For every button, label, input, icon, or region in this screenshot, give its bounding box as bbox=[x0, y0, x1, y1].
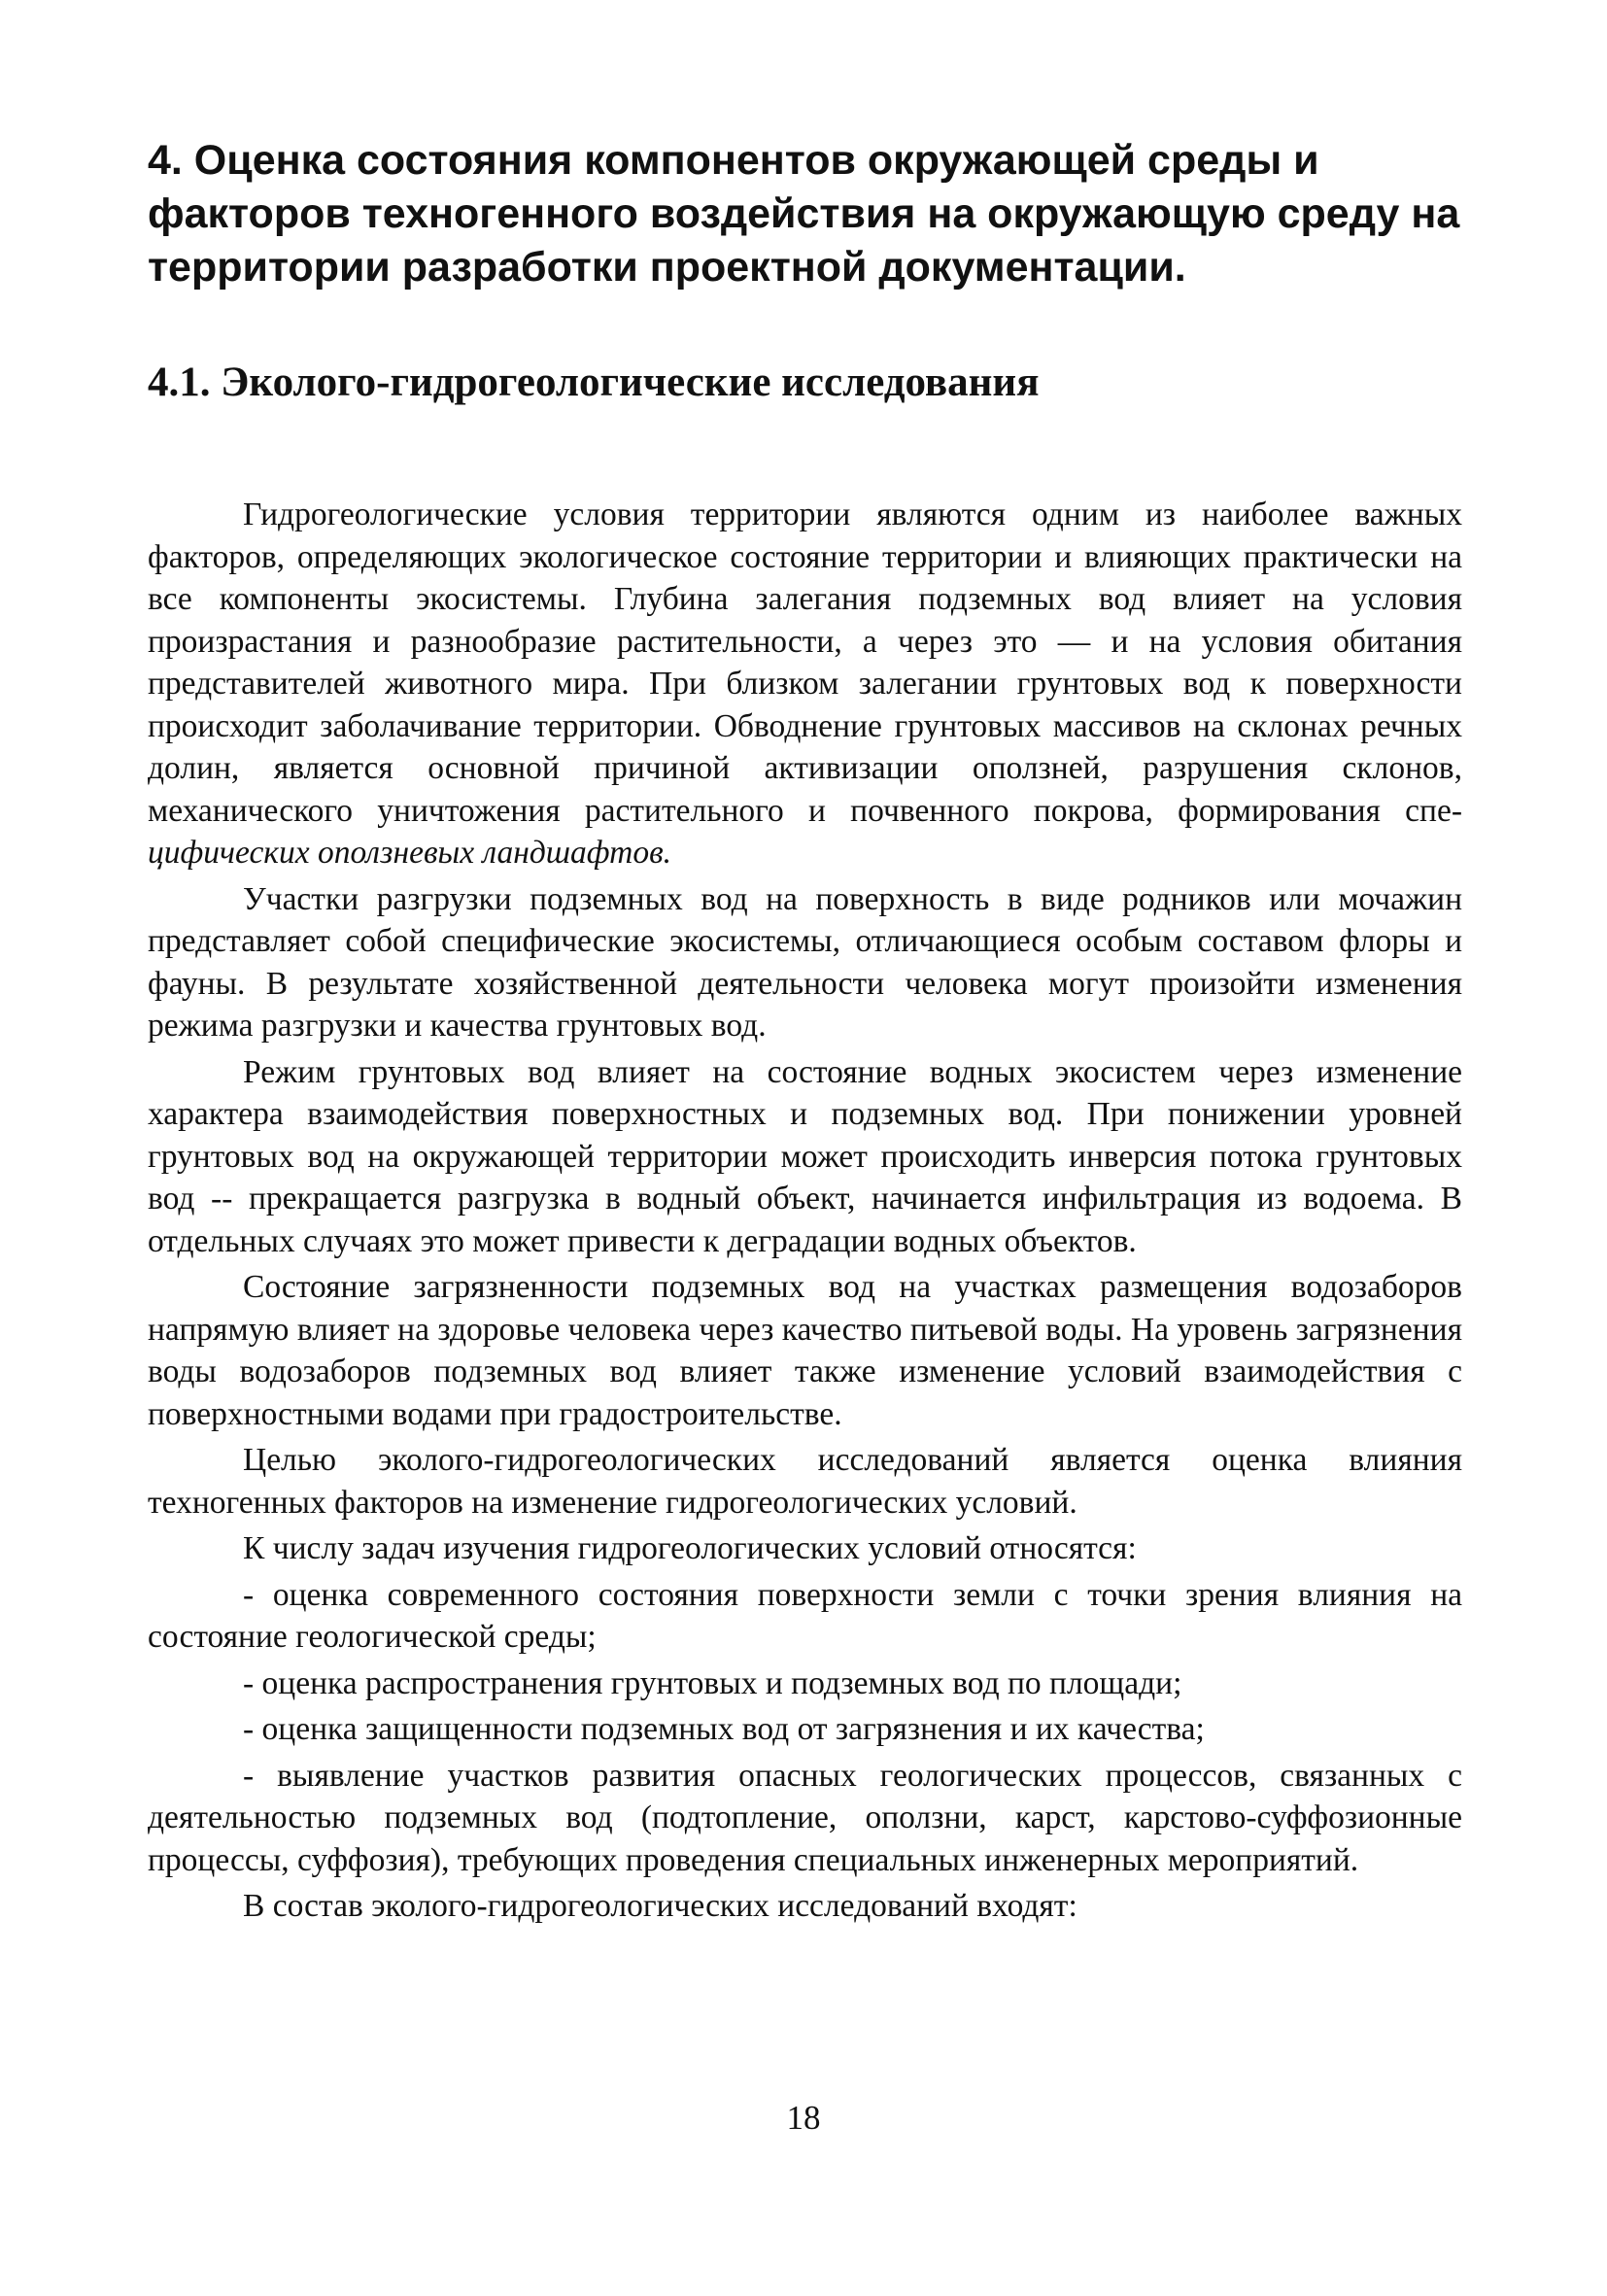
body-text bbox=[148, 494, 1462, 1928]
section-title: 4.1. Эколого-гидрогеологические исследования bbox=[148, 360, 1040, 405]
paragraph: В состав эколого-гидрогеологических исследований входят: bbox=[243, 1888, 1077, 1924]
paragraph: Целью эколого-гидрогеологических исследований является оценка влияния техногенных факторов на изменение гидрогеологических условий. bbox=[148, 1442, 1462, 1521]
italic-text: цифических оползневых ландшафтов. bbox=[148, 835, 672, 871]
list-item: - оценка современного состояния поверхности земли с точки зрения влияния на состояние геологической среды; bbox=[148, 1576, 1462, 1655]
paragraph: К числу задач изучения гидрогеологических условий относятся: bbox=[243, 1530, 1137, 1566]
paragraph: Состояние загрязненности подземных вод на участках размещения водозаборов напрямую влияет на здоровье человека через качество питьевой воды. На уровень загрязнения воды водозаборов подземных вод влияет также изменение условий взаимодействия с поверхностными водами при градостроительстве. bbox=[148, 1269, 1462, 1432]
chapter-title: 4. Оценка состояния компонентов окружающей среды и факторов техногенного воздействия на окружающую среду на территории разработки проектной документации. bbox=[148, 137, 1460, 291]
paragraph-text: Гидрогеологические условия территории являются одним из наиболее важных факторов, определяющих экологическое состояние территории и влияющих практически на все компоненты экосистемы. Глубина залегания подземных вод влияет на условия произрастания и разнообразие растительности, а через это — и на условия обитания представителей животного мира. При близком залегании грунтовых вод к поверхности происходит заболачивание территории. Обводнение грунтовых массивов на склонах речных долин, является основной причиной активизации оползней, разрушения склонов, механического уничтожения растительного и почвенного покрова, формирования спе- bbox=[148, 497, 1462, 829]
paragraph: Режим грунтовых вод влияет на состояние водных экосистем через изменение характера взаимодействия поверхностных и подземных вод. При понижении уровней грунтовых вод на окружающей территории может происходить инверсия потока грунтовых вод -- прекращается разгрузка в водный объект, начинается инфильтрация из водоема. В отдельных случаях это может привести к деградации водных объектов. bbox=[148, 1053, 1462, 1259]
list-item: - оценка распространения грунтовых и подземных вод по площади; bbox=[243, 1664, 1182, 1701]
list-item: - оценка защищенности подземных вод от загрязнения и их качества; bbox=[243, 1711, 1205, 1747]
paragraph bbox=[148, 494, 1462, 874]
paragraph: Участки разгрузки подземных вод на поверхность в виде родников или мочажин представляет собой специфические экосистемы, отличающиеся особым составом флоры и фауны. В результате хозяйственной деятельности человека могут произойти изменения режима разгрузки и качества грунтовых вод. bbox=[148, 880, 1462, 1044]
list-item: - выявление участков развития опасных геологических процессов, связанных с деятельностью подземных вод (подтопление, оползни, карст, карстово-суффозионные процессы, суффозия), требующих проведения специальных инженерных мероприятий. bbox=[148, 1757, 1462, 1878]
page-number: 18 bbox=[786, 2099, 821, 2137]
